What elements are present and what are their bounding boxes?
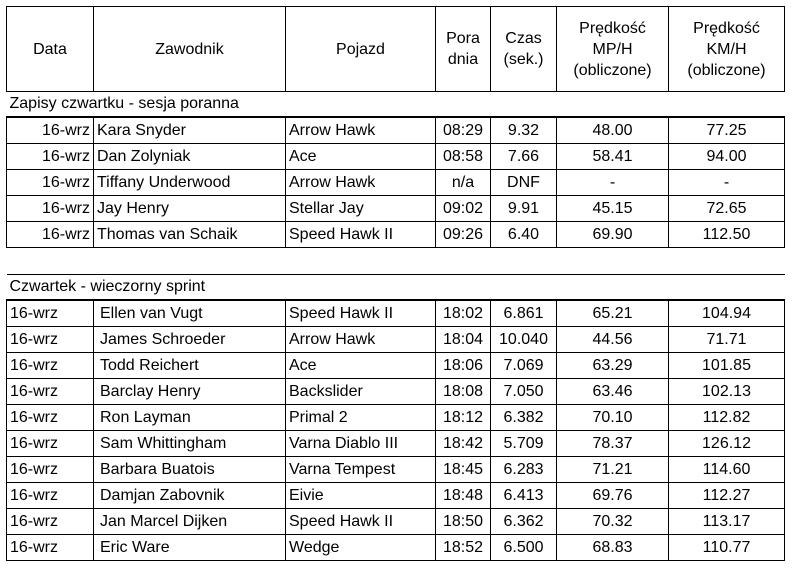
table-row bbox=[7, 535, 785, 561]
cell-name: Eric Ware bbox=[94, 535, 286, 561]
table-row bbox=[7, 353, 785, 379]
cell-date: 16-wrz bbox=[7, 117, 94, 144]
table-row bbox=[7, 327, 785, 353]
cell-kmh: 112.27 bbox=[669, 483, 785, 509]
cell-seconds: 6.500 bbox=[491, 535, 557, 561]
header-row bbox=[7, 7, 785, 92]
spacer-row bbox=[7, 248, 785, 275]
section-title-row bbox=[7, 92, 785, 118]
table-row bbox=[7, 170, 785, 196]
cell-date: 16-wrz bbox=[7, 327, 94, 353]
cell-vehicle: Backslider bbox=[286, 379, 436, 405]
cell-time: 18:48 bbox=[436, 483, 491, 509]
cell-vehicle: Arrow Hawk bbox=[286, 170, 436, 196]
table-row bbox=[7, 144, 785, 170]
header-kmh: Prędkość KM/H (obliczone) bbox=[669, 7, 785, 92]
cell-seconds: 6.382 bbox=[491, 405, 557, 431]
cell-name: Dan Zolyniak bbox=[94, 144, 286, 170]
cell-vehicle: Primal 2 bbox=[286, 405, 436, 431]
cell-date: 16-wrz bbox=[7, 196, 94, 222]
cell-name: Tiffany Underwood bbox=[94, 170, 286, 196]
cell-mph: 70.32 bbox=[557, 509, 669, 535]
cell-mph: 69.76 bbox=[557, 483, 669, 509]
cell-vehicle: Wedge bbox=[286, 535, 436, 561]
cell-time: 18:42 bbox=[436, 431, 491, 457]
cell-seconds: 5.709 bbox=[491, 431, 557, 457]
cell-vehicle: Arrow Hawk bbox=[286, 327, 436, 353]
cell-name: Ron Layman bbox=[94, 405, 286, 431]
cell-seconds: 7.050 bbox=[491, 379, 557, 405]
cell-mph: 78.37 bbox=[557, 431, 669, 457]
cell-name: Thomas van Schaik bbox=[94, 222, 286, 248]
cell-time: 18:02 bbox=[436, 300, 491, 327]
cell-mph: 44.56 bbox=[557, 327, 669, 353]
table-row bbox=[7, 483, 785, 509]
cell-time: 18:08 bbox=[436, 379, 491, 405]
cell-mph: 69.90 bbox=[557, 222, 669, 248]
cell-vehicle: Eivie bbox=[286, 483, 436, 509]
cell-mph: 58.41 bbox=[557, 144, 669, 170]
cell-time: 18:12 bbox=[436, 405, 491, 431]
cell-vehicle: Varna Tempest bbox=[286, 457, 436, 483]
cell-date: 16-wrz bbox=[7, 509, 94, 535]
cell-name: Todd Reichert bbox=[94, 353, 286, 379]
cell-kmh: 113.17 bbox=[669, 509, 785, 535]
cell-mph: 65.21 bbox=[557, 300, 669, 327]
table-row bbox=[7, 196, 785, 222]
cell-time: 18:06 bbox=[436, 353, 491, 379]
cell-time: 18:04 bbox=[436, 327, 491, 353]
cell-date: 16-wrz bbox=[7, 483, 94, 509]
table-row bbox=[7, 405, 785, 431]
cell-name: Jan Marcel Dijken bbox=[94, 509, 286, 535]
cell-mph: - bbox=[557, 170, 669, 196]
cell-time: 08:58 bbox=[436, 144, 491, 170]
table-row bbox=[7, 300, 785, 327]
cell-kmh: 77.25 bbox=[669, 117, 785, 144]
cell-mph: 45.15 bbox=[557, 196, 669, 222]
header-data: Data bbox=[7, 7, 94, 92]
cell-name: James Schroeder bbox=[94, 327, 286, 353]
cell-date: 16-wrz bbox=[7, 144, 94, 170]
cell-mph: 63.29 bbox=[557, 353, 669, 379]
cell-kmh: 104.94 bbox=[669, 300, 785, 327]
cell-name: Jay Henry bbox=[94, 196, 286, 222]
table-row bbox=[7, 509, 785, 535]
cell-date: 16-wrz bbox=[7, 300, 94, 327]
table-row bbox=[7, 379, 785, 405]
cell-time: n/a bbox=[436, 170, 491, 196]
cell-time: 18:52 bbox=[436, 535, 491, 561]
cell-kmh: 114.60 bbox=[669, 457, 785, 483]
cell-seconds: 6.40 bbox=[491, 222, 557, 248]
cell-seconds: 7.069 bbox=[491, 353, 557, 379]
cell-time: 18:45 bbox=[436, 457, 491, 483]
cell-kmh: 112.50 bbox=[669, 222, 785, 248]
cell-seconds: 6.413 bbox=[491, 483, 557, 509]
cell-kmh: 72.65 bbox=[669, 196, 785, 222]
cell-vehicle: Varna Diablo III bbox=[286, 431, 436, 457]
cell-seconds: 9.32 bbox=[491, 117, 557, 144]
cell-mph: 70.10 bbox=[557, 405, 669, 431]
cell-vehicle: Ace bbox=[286, 144, 436, 170]
cell-kmh: 112.82 bbox=[669, 405, 785, 431]
cell-vehicle: Ace bbox=[286, 353, 436, 379]
cell-name: Barbara Buatois bbox=[94, 457, 286, 483]
cell-kmh: 101.85 bbox=[669, 353, 785, 379]
header-pora-dnia: Pora dnia bbox=[436, 7, 491, 92]
cell-time: 09:26 bbox=[436, 222, 491, 248]
cell-date: 16-wrz bbox=[7, 222, 94, 248]
cell-name: Damjan Zabovnik bbox=[94, 483, 286, 509]
cell-date: 16-wrz bbox=[7, 535, 94, 561]
cell-time: 08:29 bbox=[436, 117, 491, 144]
cell-kmh: 71.71 bbox=[669, 327, 785, 353]
table-row bbox=[7, 431, 785, 457]
cell-kmh: 102.13 bbox=[669, 379, 785, 405]
cell-mph: 68.83 bbox=[557, 535, 669, 561]
cell-seconds: 6.861 bbox=[491, 300, 557, 327]
cell-seconds: 6.283 bbox=[491, 457, 557, 483]
cell-date: 16-wrz bbox=[7, 431, 94, 457]
cell-vehicle: Speed Hawk II bbox=[286, 509, 436, 535]
cell-seconds: 6.362 bbox=[491, 509, 557, 535]
table-row bbox=[7, 222, 785, 248]
cell-vehicle: Stellar Jay bbox=[286, 196, 436, 222]
cell-date: 16-wrz bbox=[7, 353, 94, 379]
cell-date: 16-wrz bbox=[7, 170, 94, 196]
cell-name: Sam Whittingham bbox=[94, 431, 286, 457]
cell-name: Barclay Henry bbox=[94, 379, 286, 405]
cell-vehicle: Speed Hawk II bbox=[286, 222, 436, 248]
table-row bbox=[7, 457, 785, 483]
cell-kmh: 126.12 bbox=[669, 431, 785, 457]
cell-kmh: 110.77 bbox=[669, 535, 785, 561]
section-title-row bbox=[7, 275, 785, 301]
cell-seconds: 9.91 bbox=[491, 196, 557, 222]
cell-kmh: 94.00 bbox=[669, 144, 785, 170]
cell-seconds: 7.66 bbox=[491, 144, 557, 170]
cell-vehicle: Speed Hawk II bbox=[286, 300, 436, 327]
cell-kmh: - bbox=[669, 170, 785, 196]
cell-time: 09:02 bbox=[436, 196, 491, 222]
cell-seconds: 10.040 bbox=[491, 327, 557, 353]
section-title: Zapisy czwartku - sesja poranna bbox=[7, 92, 785, 118]
cell-vehicle: Arrow Hawk bbox=[286, 117, 436, 144]
header-pojazd: Pojazd bbox=[286, 7, 436, 92]
section-title: Czwartek - wieczorny sprint bbox=[7, 275, 785, 301]
cell-mph: 48.00 bbox=[557, 117, 669, 144]
cell-seconds: DNF bbox=[491, 170, 557, 196]
cell-time: 18:50 bbox=[436, 509, 491, 535]
cell-name: Kara Snyder bbox=[94, 117, 286, 144]
cell-mph: 63.46 bbox=[557, 379, 669, 405]
header-czas: Czas (sek.) bbox=[491, 7, 557, 92]
cell-date: 16-wrz bbox=[7, 379, 94, 405]
header-zawodnik: Zawodnik bbox=[94, 7, 286, 92]
cell-name: Ellen van Vugt bbox=[94, 300, 286, 327]
table-row bbox=[7, 117, 785, 144]
header-mph: Prędkość MP/H (obliczone) bbox=[557, 7, 669, 92]
cell-mph: 71.21 bbox=[557, 457, 669, 483]
cell-date: 16-wrz bbox=[7, 405, 94, 431]
results-table bbox=[6, 6, 785, 561]
cell-date: 16-wrz bbox=[7, 457, 94, 483]
